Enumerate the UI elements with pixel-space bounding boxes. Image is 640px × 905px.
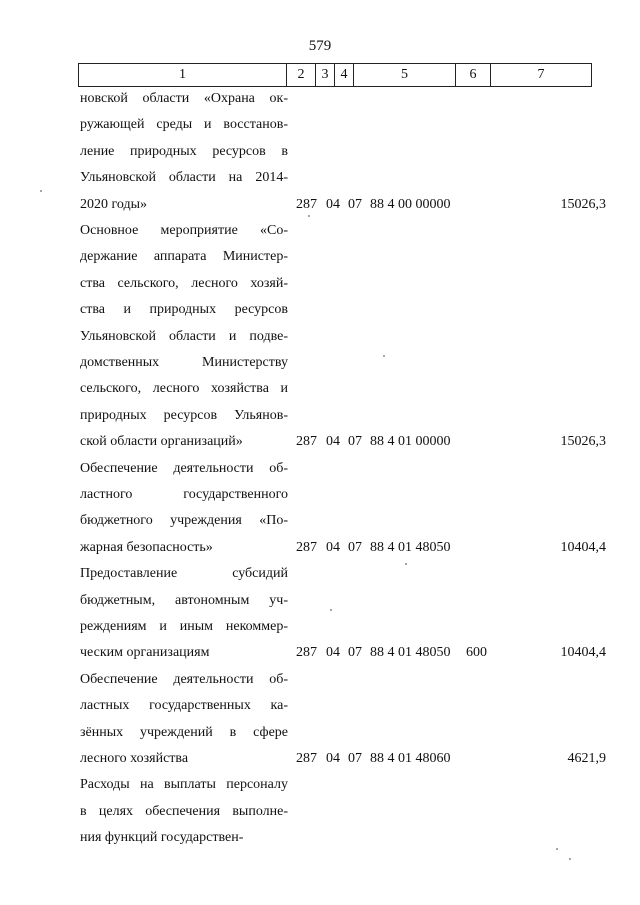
speck [405,563,407,565]
table-row [0,772,640,851]
description-line: домственных Министерству [80,354,288,370]
cell-section: 04 [326,434,340,450]
cell-amount: 10404,4 [560,645,606,661]
description-line: Ульяновской области на 2014- [80,170,288,186]
speck [569,858,571,860]
cell-section: 04 [326,196,340,212]
description-line: ластного государственного [80,486,288,502]
table-row [0,561,640,667]
cell-subsection: 07 [348,539,362,555]
description-line: лесного хозяйства [80,750,189,766]
speck [40,190,42,192]
table-header [78,63,592,87]
table-row [0,667,640,773]
cell-target-article: 88 4 01 48050 [370,539,451,555]
table-row [0,86,640,218]
description-line: Расходы на выплаты персоналу [80,777,288,793]
description-line: бюджетного учреждения «По- [80,513,288,529]
cell-section: 04 [326,750,340,766]
description-line: ния функций государствен- [80,830,244,846]
description-line: ской области организаций» [80,434,243,450]
page-number: 579 [308,38,332,54]
description-line: бюджетным, автономным уч- [80,592,288,608]
description-line: зённых учреждений в сфере [80,724,288,740]
description-line: ление природных ресурсов в [80,143,288,159]
cell-code: 287 [296,750,317,766]
cell-target-article: 88 4 00 00000 [370,196,451,212]
cell-amount: 15026,3 [560,434,606,450]
description-line: ружающей среды и восстанов- [80,117,288,133]
description-line: Основное мероприятие «Со- [80,223,288,238]
description-line: Ульяновской области и подве- [80,328,288,344]
cell-amount: 4621,9 [567,750,606,766]
cell-amount: 15026,3 [560,196,606,212]
cell-code: 287 [296,196,317,212]
cell-amount: 10404,4 [560,539,606,555]
description-line: ства и природных ресурсов [80,302,288,318]
cell-description [80,772,288,851]
cell-description [80,561,288,667]
cell-subsection: 07 [348,750,362,766]
description-line: реждениям и иным некоммер- [80,618,288,634]
speck [308,215,310,217]
cell-code: 287 [296,434,317,450]
header-col-5: 5 [354,64,456,86]
cell-expense-type: 600 [466,645,487,661]
description-line: сельского, лесного хозяйства и [80,381,288,397]
speck [556,848,558,850]
cell-target-article: 88 4 01 48050 [370,645,451,661]
description-line: Обеспечение деятельности об- [80,460,288,476]
description-line: в целях обеспечения выполне- [80,803,288,819]
cell-code: 287 [296,539,317,555]
cell-section: 04 [326,539,340,555]
cell-description [80,667,288,773]
cell-subsection: 07 [348,434,362,450]
description-line: ства сельского, лесного хозяй- [80,275,288,291]
description-line: держание аппарата Министер- [80,249,288,265]
description-line: жарная безопасность» [80,539,213,555]
cell-description [80,86,288,218]
table-row [0,456,640,562]
description-line: Предоставление субсидий [80,566,288,582]
cell-target-article: 88 4 01 00000 [370,434,451,450]
cell-code: 287 [296,645,317,661]
description-line: природных ресурсов Ульянов- [80,407,288,423]
table-row [0,218,640,456]
header-col-2: 2 [287,64,316,86]
header-col-4: 4 [335,64,354,86]
description-line: новской области «Охрана ок- [80,91,288,106]
cell-target-article: 88 4 01 48060 [370,750,451,766]
description-line: Обеспечение деятельности об- [80,671,288,687]
header-col-1: 1 [79,64,287,86]
cell-section: 04 [326,645,340,661]
speck [330,609,332,611]
header-col-7: 7 [537,67,545,82]
cell-subsection: 07 [348,645,362,661]
cell-description [80,456,288,562]
header-col-3: 3 [316,64,335,86]
speck [383,355,385,357]
description-line: ческим организациям [80,645,210,661]
header-col-6: 6 [456,64,491,86]
cell-description [80,218,288,456]
cell-subsection: 07 [348,196,362,212]
description-line: ластных государственных ка- [80,698,288,714]
description-line: 2020 годы» [80,196,148,212]
